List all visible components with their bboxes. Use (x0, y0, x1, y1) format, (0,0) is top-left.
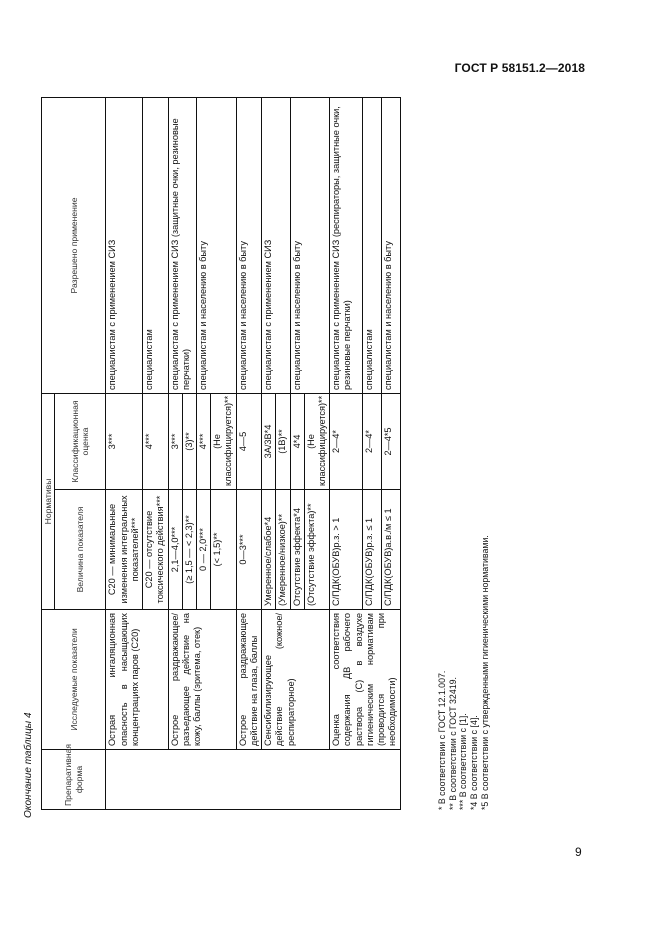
footnote: *5 В соответствии с утвержденными гигиеническими нормативами. (479, 535, 490, 810)
value-cell: С/ПДК(ОБУВ)р.з. ≤ 1 (363, 490, 382, 610)
value-cell: (< 1,5)** (211, 490, 236, 610)
col-value: Величина показателя (55, 490, 106, 610)
class-cell: 4*** (143, 394, 168, 490)
footnote: * В соответствии с ГОСТ 12.1.007. (437, 670, 447, 810)
use-cell: специалистам с применением СИЗ (респираторы, защитные очки, резиновые перчатки) (330, 98, 363, 394)
value-cell: (Отсутствие эффекта)** (304, 490, 329, 610)
value-cell: 2,1—4,0*** (168, 490, 182, 610)
class-cell: 2—4* (330, 394, 363, 490)
document-header: ГОСТ Р 58151.2—2018 (454, 61, 585, 75)
class-cell: 3*** (106, 394, 143, 490)
footnotes (437, 535, 491, 810)
class-cell: 2—4*5 (381, 394, 400, 490)
col-indicators: Исследуемые показатели (42, 610, 106, 750)
indicator-cell: Острое раздражающее/разъедающее действие на кожу, баллы (эритема, отек) (168, 610, 236, 750)
value-cell: С/ПДК(ОБУВ)р.з. > 1 (330, 490, 363, 610)
class-cell: 4—5 (236, 394, 261, 490)
use-cell: специалистам и населению в быту (236, 98, 261, 394)
table-row (168, 98, 182, 810)
value-cell: C20 — отсутствие токсического действия*** (143, 490, 168, 610)
value-cell: (Умеренное/низкое)** (276, 490, 290, 610)
rotated-table-region (22, 94, 542, 824)
value-cell: Отсутствие эффекта*4 (290, 490, 304, 610)
use-cell: специалистам с применением СИЗ (262, 98, 290, 394)
class-cell: (Не классифицируется)** (211, 394, 236, 490)
value-cell: C20 — минимальные изменения интегральных показателей*** (106, 490, 143, 610)
value-cell: 0 — 2,0*** (197, 490, 211, 610)
class-cell: 4*4 (290, 394, 304, 490)
class-cell: (3)** (182, 394, 196, 490)
indicator-cell: Острая ингаляционная опасность в насыщающих концентрациях паров (C20) (106, 610, 168, 750)
footnote: *** В соответствии с [1]. (458, 713, 469, 810)
class-cell: (1В)** (276, 394, 290, 490)
table-row (236, 98, 261, 810)
class-cell: 2—4* (363, 394, 382, 490)
page-number: 9 (575, 845, 582, 859)
table-caption: Окончание таблицы 4 (23, 712, 34, 818)
col-permitted-use: Разрешено применение (42, 98, 106, 394)
footnote: ** В соответствии с ГОСТ 32419. (447, 677, 458, 810)
indicator-cell: Острое раздражающее действие на глаза, баллы (236, 610, 261, 750)
value-cell: С/ПДК(ОБУВ)а.в./м ≤ 1 (381, 490, 400, 610)
use-cell: специалистам с применением СИЗ (106, 98, 143, 394)
value-cell: 0—3*** (236, 490, 261, 610)
use-cell: специалистам (143, 98, 168, 394)
table-row (106, 98, 143, 810)
class-cell: 3А/3В*4 (262, 394, 276, 490)
table-4-end (41, 97, 401, 810)
use-cell: специалистам (363, 98, 382, 394)
class-cell: 4*** (197, 394, 211, 490)
form-cell (106, 750, 400, 810)
col-normatives: Нормативы (42, 394, 55, 610)
use-cell: специалистам и населению в быту (381, 98, 400, 394)
table-row (330, 98, 363, 810)
col-form: Препаративная форма (42, 750, 106, 810)
use-cell: специалистам с применением СИЗ (защитные очки, резиновые перчатки) (168, 98, 196, 394)
value-cell: (≥ 1,5 — < 2,3)** (182, 490, 196, 610)
table-row (262, 98, 276, 810)
indicator-cell: Сенсибилизирующее действие (кожное/респираторное) (262, 610, 330, 750)
header-row (42, 98, 55, 810)
class-cell: 3*** (168, 394, 182, 490)
indicator-cell: Оценка соответствия содержания ДВ рабочего раствора (С) в воздухе гигиеническим нормативам (проводится при необходимости) (330, 610, 400, 750)
use-cell: специалистам и населению в быту (290, 98, 330, 394)
class-cell: (Не классифицируется)** (304, 394, 329, 490)
value-cell: Умеренное/слабое*4 (262, 490, 276, 610)
use-cell: специалистам и населению в быту (197, 98, 237, 394)
footnote: *4 В соответствии с [4]. (469, 715, 480, 810)
col-class-rating: Классификационная оценка (55, 394, 106, 490)
